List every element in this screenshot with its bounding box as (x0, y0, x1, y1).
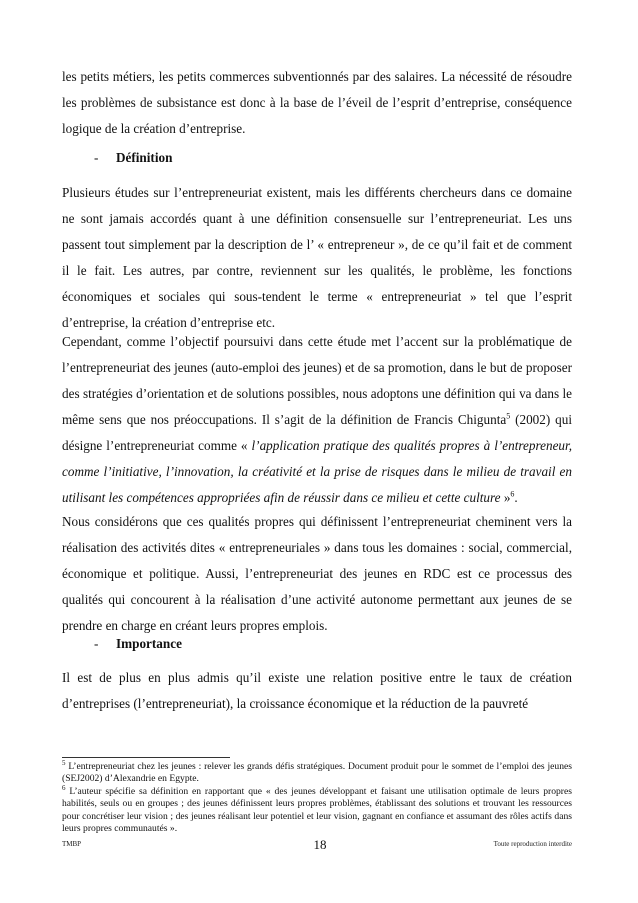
footnote-reference-5: 5 (506, 411, 511, 421)
footnote-text: L’auteur spécifie sa définition en rapportant que « des jeunes développant et faisant une utilisation optimale de leurs propres habilités, seuls ou en groupes ; des jeunes définissent leurs propres problèmes, établissant des solutions et trouvant les ressources pour concrétiser leur vision ; des jeunes réalisant leur potentiel et leur vision, gagnant en confiance et assumant des rôles actifs dans leurs propres communautés ». (62, 786, 572, 834)
footnote-5 (62, 758, 572, 786)
paragraph-qualities: Nous considérons que ces qualités propres qui définissent l’entrepreneuriat cheminent vers la réalisation des activités dites « entrepreneuriales » dans tous les domaines : social, commercial, économique et politique. Aussi, l’entrepreneuriat des jeunes en RDC est ce processus des qualités qui concourent à la réalisation d’une activité autonome permettant aux jeunes de se prendre en charge en créant leurs propres emplois. (62, 514, 572, 633)
paragraph-text: » (500, 490, 511, 505)
paragraph-definitions-overview: Plusieurs études sur l’entrepreneuriat existent, mais les différents chercheurs dans ce domaine ne sont jamais accordés quant à une définition consensuelle sur l’entrepreneuriat. Les uns passent tout simplement par la description de l’ « entrepreneur », de ce qu’il fait et de comment il le fait. Les autres, par contre, reviennent sur les qualités, le problème, les fonctions économiques et sociales qui sous-tendent le terme « entrepreneuriat » tel que l’esprit d’entreprise, la création d’entreprise etc. (62, 185, 572, 330)
paragraph-importance: Il est de plus en plus admis qu’il existe une relation positive entre le taux de création d’entreprises (l’entrepreneuriat), la croissance économique et la réduction de la pauvreté (62, 670, 572, 711)
footer-right-text: Toute reproduction interdite (493, 840, 572, 848)
page-number: 18 (313, 837, 327, 852)
footer-left-text: TMBP (62, 840, 82, 848)
section-heading-definition (94, 150, 172, 166)
heading-bullet: - (94, 636, 99, 651)
footnote-number: 5 (62, 758, 66, 767)
footnote-number: 6 (62, 783, 66, 792)
paragraph-text: (2002) qui désigne l’entrepreneuriat comme « (62, 412, 572, 453)
heading-bullet: - (94, 150, 99, 165)
footnote-separator (62, 757, 230, 758)
paragraph-chigunta-definition (62, 329, 572, 511)
heading-title-definition: Définition (116, 150, 173, 165)
paragraph-intro: les petits métiers, les petits commerces subventionnés par des salaires. La nécessité de résoudre les problèmes de subsistance est donc à la base de l’éveil de l’esprit d’entreprise, conséquence logique de la création d’entreprise. (62, 69, 572, 136)
quoted-definition: l’application pratique des qualités propres à l’entrepreneur, comme l’initiative, l’innovation, la créativité et la prise de risques dans le milieu de travail en utilisant les compétences appropriées afin de réussir dans ce milieu et cette culture (62, 438, 572, 505)
footnote-text: L’entrepreneuriat chez les jeunes : relever les grands défis stratégiques. Document produit pour le sommet de l’emploi des jeunes (SEJ2002) d’Alexandrie en Egypte. (62, 761, 572, 785)
footnote-reference-6: 6 (510, 489, 515, 499)
heading-title-importance: Importance (116, 636, 182, 651)
footnote-6 (62, 783, 572, 835)
paragraph-text: . (514, 490, 518, 505)
section-heading-importance (94, 636, 182, 652)
paragraph-text: Cependant, comme l’objectif poursuivi dans cette étude met l’accent sur la problématique de l’entrepreneuriat des jeunes (auto-emploi des jeunes) et de sa promotion, dans le but de proposer des stratégies d’orientation et de solutions possibles, nous adoptons une définition qui va dans le même sens que nos préoccupations. Il s’agit de la définition de Francis Chigunta (62, 334, 572, 427)
